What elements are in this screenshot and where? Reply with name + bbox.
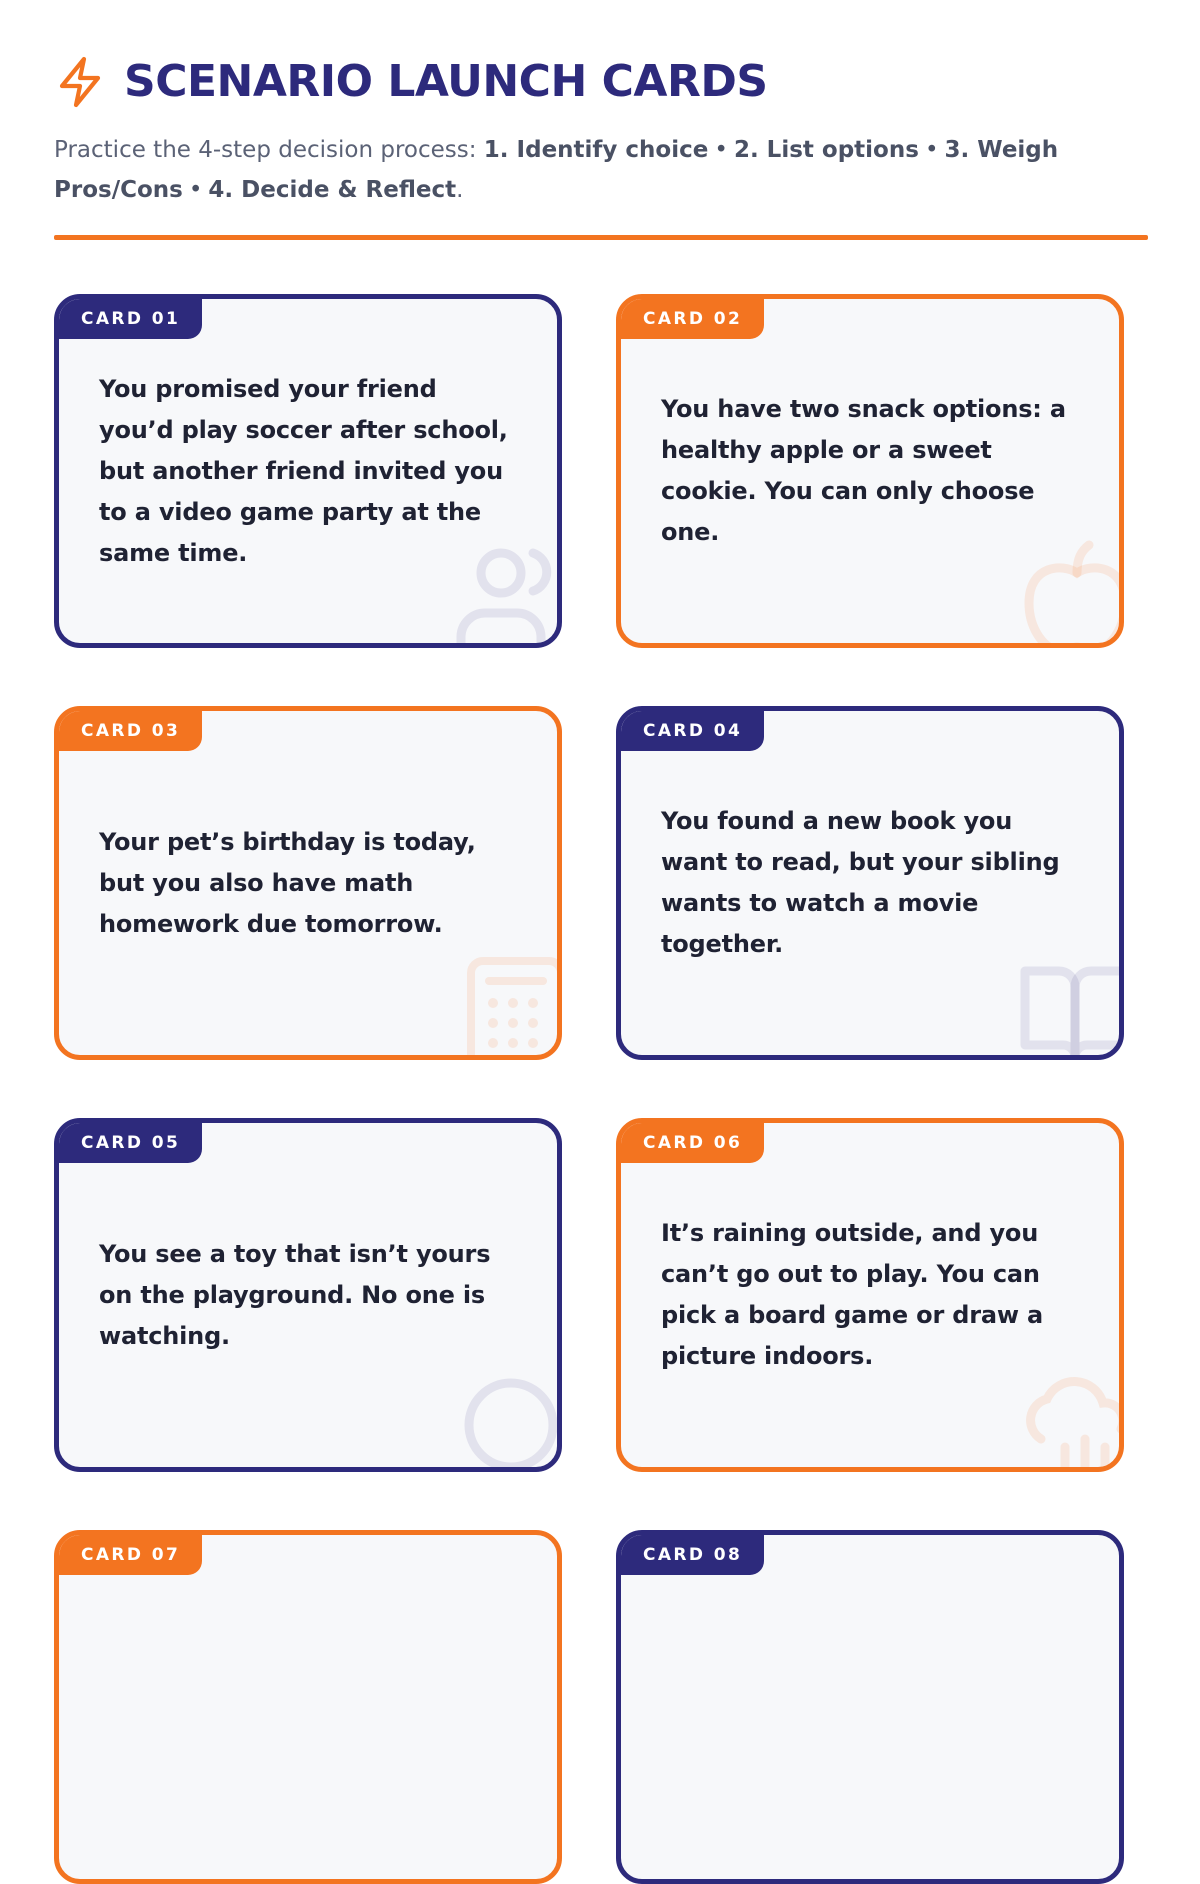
- step-1: 1. Identify choice: [483, 137, 709, 163]
- page-title: SCENARIO LAUNCH CARDS: [124, 56, 768, 107]
- card-label: CARD 04: [621, 711, 764, 751]
- card-text: You see a toy that isn’t yours on the playground. No one is watching.: [99, 1239, 491, 1350]
- card-body: [661, 1575, 1081, 1839]
- scenario-card-04[interactable]: [616, 706, 1124, 1060]
- card-label: CARD 01: [59, 299, 202, 339]
- apple-icon: [1015, 539, 1124, 648]
- circle-icon: [453, 1363, 562, 1472]
- scenario-card-05[interactable]: [54, 1118, 562, 1472]
- header: [54, 52, 1148, 210]
- scenario-card-08[interactable]: [616, 1530, 1124, 1884]
- lightning-bolt-icon: [54, 56, 106, 108]
- scenario-card-07[interactable]: [54, 1530, 562, 1884]
- card-label: CARD 06: [621, 1123, 764, 1163]
- card-label: CARD 08: [621, 1535, 764, 1575]
- card-text: Your pet’s birthday is today, but you also have math homework due tomorrow.: [99, 827, 476, 938]
- step-2: 2. List options: [733, 137, 919, 163]
- subtitle-intro: Practice the 4-step decision process:: [54, 137, 484, 163]
- step-separator: •: [924, 137, 939, 163]
- card-text: It’s raining outside, and you can’t go out to play. You can pick a board game or draw a picture indoors.: [661, 1219, 1043, 1370]
- calculator-icon: [453, 951, 562, 1060]
- step-3: 3. Weigh Pros/Cons: [54, 137, 1059, 203]
- people-icon: [453, 539, 562, 648]
- card-body: [99, 1575, 519, 1839]
- step-separator: •: [714, 137, 728, 163]
- title-row: [54, 52, 1148, 112]
- card-label: CARD 03: [59, 711, 202, 751]
- header-divider: [54, 235, 1148, 240]
- card-label: CARD 07: [59, 1535, 202, 1575]
- card-text: You have two snack options: a healthy apple or a sweet cookie. You can only choose one.: [661, 395, 1066, 546]
- rain-cloud-icon: [1015, 1363, 1124, 1472]
- subtitle-end: .: [456, 177, 464, 203]
- step-separator: •: [188, 177, 203, 203]
- card-text: You found a new book you want to read, but your sibling wants to watch a movie together.: [661, 807, 1060, 958]
- scenario-card-02[interactable]: [616, 294, 1124, 648]
- scenario-card-01[interactable]: [54, 294, 562, 648]
- step-4: 4. Decide & Reflect: [208, 177, 457, 203]
- scenario-card-03[interactable]: [54, 706, 562, 1060]
- book-icon: [1015, 951, 1124, 1060]
- page-subtitle: [54, 130, 1064, 210]
- card-label: CARD 05: [59, 1123, 202, 1163]
- scenario-card-06[interactable]: [616, 1118, 1124, 1472]
- card-text: You promised your friend you’d play soccer after school, but another friend invited you to a video game party at the same time.: [99, 374, 508, 567]
- card-label: CARD 02: [621, 299, 764, 339]
